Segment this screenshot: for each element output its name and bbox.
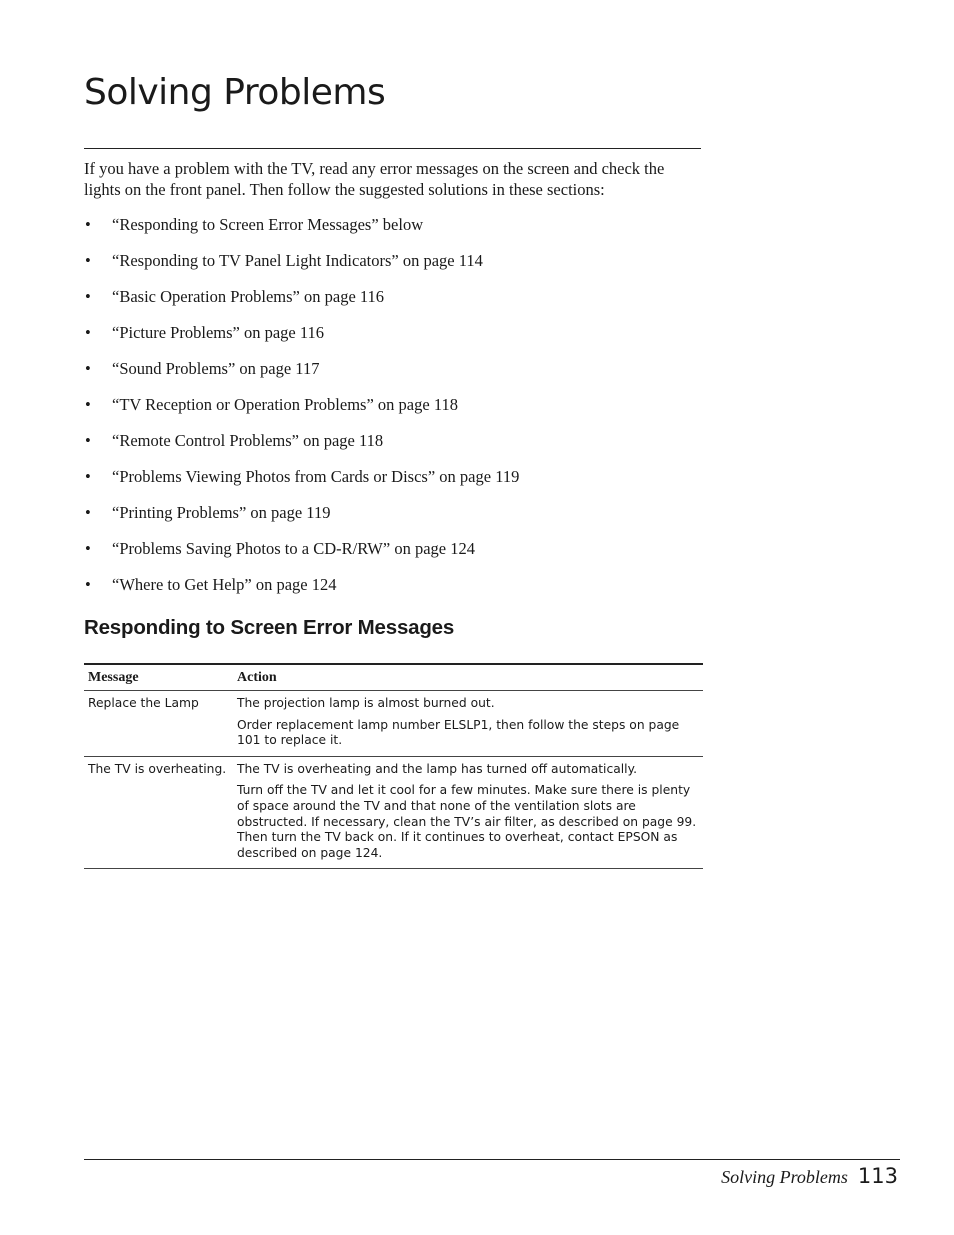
list-item-text: “Where to Get Help” on page 124 bbox=[112, 575, 337, 594]
list-item bbox=[84, 250, 519, 286]
bullet-icon: • bbox=[85, 251, 91, 270]
bullet-icon: • bbox=[85, 395, 91, 414]
footer-section-label: Solving Problems bbox=[721, 1167, 848, 1187]
list-item-text: “Picture Problems” on page 116 bbox=[112, 323, 325, 342]
action-cell bbox=[233, 756, 703, 869]
title-divider bbox=[84, 148, 701, 149]
list-item-text: “Remote Control Problems” on page 118 bbox=[112, 431, 384, 450]
bullet-icon: • bbox=[85, 575, 91, 594]
list-item bbox=[84, 358, 519, 394]
bullet-icon: • bbox=[85, 359, 91, 378]
section-link-list bbox=[84, 214, 519, 610]
message-cell: The TV is overheating. bbox=[84, 756, 233, 869]
bullet-icon: • bbox=[85, 503, 91, 522]
list-item-text: “Problems Viewing Photos from Cards or Discs” on page 119 bbox=[112, 467, 520, 486]
page-title: Solving Problems bbox=[84, 72, 386, 113]
list-item-text: “Sound Problems” on page 117 bbox=[112, 359, 320, 378]
table-header-row bbox=[84, 664, 703, 691]
footer-divider bbox=[84, 1159, 900, 1160]
list-item bbox=[84, 322, 519, 358]
list-item-text: “Responding to TV Panel Light Indicators” on page 114 bbox=[112, 251, 483, 270]
error-message-table bbox=[84, 663, 703, 869]
column-header-action: Action bbox=[233, 664, 703, 691]
list-item bbox=[84, 286, 519, 322]
list-item-text: “Printing Problems” on page 119 bbox=[112, 503, 331, 522]
bullet-icon: • bbox=[85, 467, 91, 486]
bullet-icon: • bbox=[85, 215, 91, 234]
bullet-icon: • bbox=[85, 323, 91, 342]
bullet-icon: • bbox=[85, 539, 91, 558]
section-heading: Responding to Screen Error Messages bbox=[84, 616, 455, 639]
list-item bbox=[84, 214, 519, 250]
bullet-icon: • bbox=[85, 287, 91, 306]
list-item-text: “TV Reception or Operation Problems” on page 118 bbox=[112, 395, 458, 414]
column-header-message: Message bbox=[84, 664, 233, 691]
action-cell bbox=[233, 691, 703, 757]
action-text: The TV is overheating and the lamp has turned off automatically. bbox=[237, 761, 638, 776]
page-footer bbox=[721, 1164, 898, 1188]
list-item bbox=[84, 538, 519, 574]
list-item bbox=[84, 394, 519, 430]
list-item bbox=[84, 430, 519, 466]
intro-paragraph: If you have a problem with the TV, read any error messages on the screen and check the lights on the front panel. Then follow the suggested solutions in these sections: bbox=[84, 159, 665, 199]
action-text: The projection lamp is almost burned out. bbox=[237, 696, 495, 710]
list-item-text: “Problems Saving Photos to a CD-R/RW” on page 124 bbox=[112, 539, 475, 558]
table-row bbox=[84, 756, 703, 869]
bullet-icon: • bbox=[85, 431, 91, 450]
table-row bbox=[84, 691, 703, 757]
page-number: 113 bbox=[857, 1164, 898, 1188]
list-item-text: “Responding to Screen Error Messages” below bbox=[112, 215, 424, 234]
list-item bbox=[84, 466, 519, 502]
action-text: Turn off the TV and let it cool for a few minutes. Make sure there is plenty of space around the TV and that none of the ventilation slots are obstructed. If necessary, clean the TV’s air filter, as described on page 99. Then turn the TV back on. If it continues to overheat, contact EPSON as described on page 124. bbox=[237, 783, 697, 860]
action-text: Order replacement lamp number ELSLP1, then follow the steps on page 101 to replace it. bbox=[237, 717, 680, 748]
message-cell: Replace the Lamp bbox=[84, 691, 233, 757]
list-item bbox=[84, 502, 519, 538]
list-item bbox=[84, 574, 519, 610]
list-item-text: “Basic Operation Problems” on page 116 bbox=[112, 287, 385, 306]
